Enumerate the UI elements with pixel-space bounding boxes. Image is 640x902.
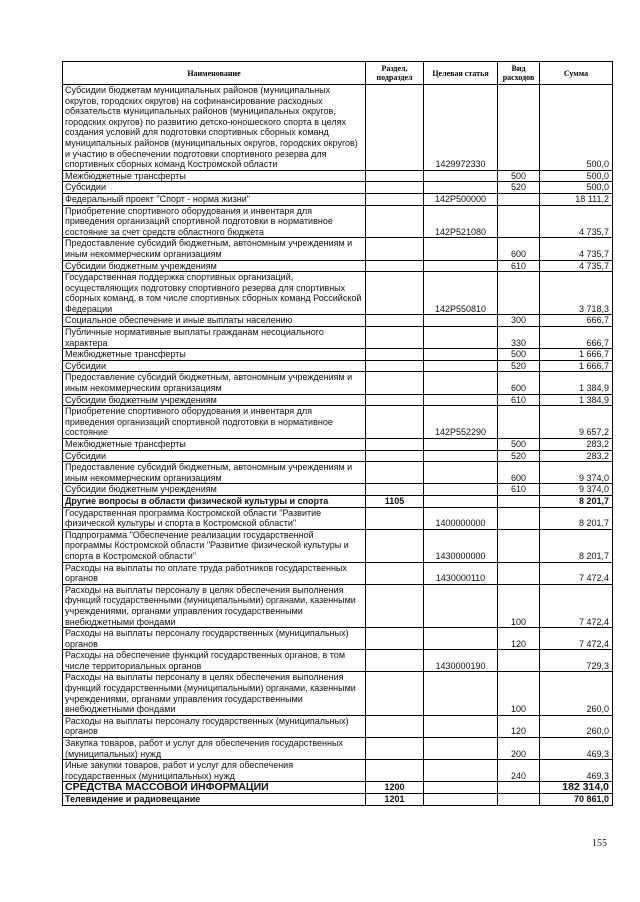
row-section — [366, 372, 424, 394]
table-row — [63, 272, 613, 315]
row-section — [366, 628, 424, 650]
row-sum: 8 201,7 — [540, 495, 613, 507]
row-target: 142P500000 — [424, 193, 498, 205]
row-target — [424, 495, 498, 507]
row-name: Субсидии — [63, 182, 366, 194]
row-sum: 500,0 — [540, 170, 613, 182]
row-sum: 4 735,7 — [540, 238, 613, 260]
row-sum: 469,3 — [540, 738, 613, 760]
row-sum: 3 718,3 — [540, 272, 613, 315]
table-row — [63, 584, 613, 627]
table-row — [63, 372, 613, 394]
row-target — [424, 462, 498, 484]
row-section — [366, 507, 424, 529]
table-row — [63, 170, 613, 182]
row-name: Приобретение спортивного оборудования и инвентаря для приведения организаций спортивной подготовки в нормативное состояние за счет средств областного бюджета — [63, 205, 366, 238]
row-sum: 7 472,4 — [540, 562, 613, 584]
row-name: Предоставление субсидий бюджетным, автономным учреждениям и иным некоммерческим организациям — [63, 462, 366, 484]
table-row — [63, 85, 613, 171]
row-sum: 283,2 — [540, 450, 613, 462]
row-section: 1105 — [366, 495, 424, 507]
row-sum: 260,0 — [540, 672, 613, 715]
row-name: Расходы на выплаты персоналу в целях обеспечения выполнения функций государственными (муниципальными) органами, казенными учреждениями, органами управления государственными внебюджетными фондами — [63, 672, 366, 715]
row-section — [366, 650, 424, 672]
row-sum: 469,3 — [540, 760, 613, 782]
row-type: 300 — [498, 315, 540, 327]
row-name: Иные закупки товаров, работ и услуг для обеспечения государственных (муниципальных) нужд — [63, 760, 366, 782]
row-name: Расходы на выплаты персоналу государственных (муниципальных) органов — [63, 715, 366, 737]
row-section — [366, 562, 424, 584]
row-sum: 4 735,7 — [540, 260, 613, 272]
row-type — [498, 406, 540, 439]
row-sum: 500,0 — [540, 85, 613, 171]
row-sum: 666,7 — [540, 327, 613, 349]
row-type: 520 — [498, 360, 540, 372]
table-row — [63, 193, 613, 205]
row-section — [366, 205, 424, 238]
row-name: Субсидии бюджетным учреждениям — [63, 260, 366, 272]
row-target — [424, 760, 498, 782]
row-name: Публичные нормативные выплаты гражданам несоциального характера — [63, 327, 366, 349]
row-name: СРЕДСТВА МАССОВОЙ ИНФОРМАЦИИ — [63, 782, 366, 794]
table-row — [63, 238, 613, 260]
row-type: 200 — [498, 738, 540, 760]
row-type: 240 — [498, 760, 540, 782]
row-name: Субсидии бюджетным учреждениям — [63, 394, 366, 406]
row-target: 142P550810 — [424, 272, 498, 315]
row-type — [498, 85, 540, 171]
table-row — [63, 260, 613, 272]
row-name: Субсидии — [63, 360, 366, 372]
row-name: Межбюджетные трансферты — [63, 349, 366, 361]
row-section — [366, 672, 424, 715]
row-sum: 500,0 — [540, 182, 613, 194]
row-name: Межбюджетные трансферты — [63, 439, 366, 451]
row-type: 600 — [498, 372, 540, 394]
table-row — [63, 462, 613, 484]
row-type — [498, 562, 540, 584]
row-section — [366, 193, 424, 205]
row-section — [366, 584, 424, 627]
row-name: Подпрограмма "Обеспечение реализации государственной программы Костромской области "Развитие физической культуры и спорта в Костромской области" — [63, 529, 366, 562]
row-sum: 9 374,0 — [540, 484, 613, 496]
row-type: 610 — [498, 260, 540, 272]
row-section — [366, 439, 424, 451]
row-target — [424, 315, 498, 327]
header-sum: Сумма — [540, 62, 613, 85]
row-type: 100 — [498, 584, 540, 627]
row-sum: 9 374,0 — [540, 462, 613, 484]
row-section — [366, 349, 424, 361]
table-row — [63, 794, 613, 806]
row-section — [366, 360, 424, 372]
row-target — [424, 794, 498, 806]
row-target — [424, 170, 498, 182]
row-name: Субсидии бюджетам муниципальных районов (муниципальных округов, городских округов) на софинансирование расходных обязательств муниципальных районов (муниципальных округов, городских округов) по развитию детско-юношеского спорта в целях создания условий для подготовки спортивных сборных команд муниципальных районов (муниципальных округов, городских округов) и участию в обеспечении подготовки спортивного резерва для спортивных сборных команд Костромской области — [63, 85, 366, 171]
row-sum: 1 666,7 — [540, 349, 613, 361]
row-section: 1200 — [366, 782, 424, 794]
header-name: Наименование — [63, 62, 366, 85]
row-type — [498, 507, 540, 529]
row-section — [366, 529, 424, 562]
row-sum: 8 201,7 — [540, 507, 613, 529]
row-sum: 7 472,4 — [540, 584, 613, 627]
table-row — [63, 349, 613, 361]
row-target: 142P552290 — [424, 406, 498, 439]
page-number: 155 — [592, 838, 607, 849]
row-name: Предоставление субсидий бюджетным, автономным учреждениям и иным некоммерческим организациям — [63, 238, 366, 260]
row-target — [424, 715, 498, 737]
budget-table-page — [62, 61, 612, 806]
row-name: Государственная поддержка спортивных организаций, осуществляющих подготовку спортивного резерва для спортивных сборных команд, в том числе спортивных сборных команд Российской Федерации — [63, 272, 366, 315]
row-type: 600 — [498, 238, 540, 260]
row-type: 120 — [498, 628, 540, 650]
row-name: Предоставление субсидий бюджетным, автономным учреждениям и иным некоммерческим организациям — [63, 372, 366, 394]
row-sum: 1 384,9 — [540, 372, 613, 394]
row-type: 610 — [498, 484, 540, 496]
row-name: Расходы на выплаты персоналу в целях обеспечения выполнения функций государственными (муниципальными) органами, казенными учреждениями, органами управления государственными внебюджетными фондами — [63, 584, 366, 627]
table-row — [63, 782, 613, 794]
table-row — [63, 406, 613, 439]
row-type — [498, 794, 540, 806]
row-section — [366, 394, 424, 406]
row-target: 1430000000 — [424, 529, 498, 562]
row-section — [366, 272, 424, 315]
table-row — [63, 484, 613, 496]
table-row — [63, 672, 613, 715]
row-target — [424, 672, 498, 715]
row-sum: 70 861,0 — [540, 794, 613, 806]
row-sum: 729,3 — [540, 650, 613, 672]
row-type: 600 — [498, 462, 540, 484]
row-type — [498, 782, 540, 794]
row-type — [498, 529, 540, 562]
row-type — [498, 205, 540, 238]
row-type: 330 — [498, 327, 540, 349]
row-sum: 4 735,7 — [540, 205, 613, 238]
row-target — [424, 327, 498, 349]
header-type: Вид расходов — [498, 62, 540, 85]
row-name: Расходы на выплаты по оплате труда работников государственных органов — [63, 562, 366, 584]
row-sum: 7 472,4 — [540, 628, 613, 650]
row-target: 1430000110 — [424, 562, 498, 584]
table-row — [63, 327, 613, 349]
header-row — [63, 62, 613, 85]
table-row — [63, 529, 613, 562]
table-row — [63, 628, 613, 650]
table-row — [63, 450, 613, 462]
table-row — [63, 715, 613, 737]
row-name: Межбюджетные трансферты — [63, 170, 366, 182]
row-section — [366, 182, 424, 194]
row-section — [366, 484, 424, 496]
table-row — [63, 507, 613, 529]
row-type: 500 — [498, 349, 540, 361]
row-name: Социальное обеспечение и иные выплаты населению — [63, 315, 366, 327]
row-section — [366, 462, 424, 484]
row-section — [366, 450, 424, 462]
row-section — [366, 260, 424, 272]
row-type — [498, 193, 540, 205]
table-row — [63, 562, 613, 584]
row-sum: 182 314,0 — [540, 782, 613, 794]
table-row — [63, 439, 613, 451]
row-section — [366, 738, 424, 760]
row-sum: 8 201,7 — [540, 529, 613, 562]
row-sum: 260,0 — [540, 715, 613, 737]
row-type: 520 — [498, 450, 540, 462]
table-row — [63, 315, 613, 327]
row-name: Субсидии — [63, 450, 366, 462]
row-sum: 666,7 — [540, 315, 613, 327]
row-section — [366, 406, 424, 439]
row-target: 1430000190 — [424, 650, 498, 672]
row-name: Расходы на выплаты персоналу государственных (муниципальных) органов — [63, 628, 366, 650]
row-target — [424, 260, 498, 272]
row-target — [424, 450, 498, 462]
table-row — [63, 394, 613, 406]
row-target — [424, 394, 498, 406]
table-row — [63, 760, 613, 782]
row-target — [424, 349, 498, 361]
row-type: 610 — [498, 394, 540, 406]
row-section — [366, 238, 424, 260]
row-name: Другие вопросы в области физической культуры и спорта — [63, 495, 366, 507]
row-type — [498, 272, 540, 315]
row-section — [366, 85, 424, 171]
row-name: Федеральный проект "Спорт - норма жизни" — [63, 193, 366, 205]
row-section — [366, 327, 424, 349]
row-name: Телевидение и радиовещание — [63, 794, 366, 806]
header-target: Целевая статья — [424, 62, 498, 85]
row-name: Закупка товаров, работ и услуг для обеспечения государственных (муниципальных) нужд — [63, 738, 366, 760]
row-target — [424, 238, 498, 260]
table-row — [63, 360, 613, 372]
row-type: 500 — [498, 170, 540, 182]
row-target — [424, 484, 498, 496]
table-body — [63, 85, 613, 806]
table-row — [63, 495, 613, 507]
row-target — [424, 439, 498, 451]
row-type: 500 — [498, 439, 540, 451]
row-target — [424, 182, 498, 194]
row-target — [424, 584, 498, 627]
row-sum: 283,2 — [540, 439, 613, 451]
row-name: Расходы на обеспечение функций государственных органов, в том числе территориальных органов — [63, 650, 366, 672]
row-name: Государственная программа Костромской области "Развитие физической культуры и спорта в Костромской области" — [63, 507, 366, 529]
row-type — [498, 495, 540, 507]
budget-table — [62, 61, 613, 806]
row-sum: 1 666,7 — [540, 360, 613, 372]
row-target: 142P521080 — [424, 205, 498, 238]
row-type: 100 — [498, 672, 540, 715]
row-section: 1201 — [366, 794, 424, 806]
row-section — [366, 315, 424, 327]
row-sum: 18 111,2 — [540, 193, 613, 205]
row-type: 120 — [498, 715, 540, 737]
row-target — [424, 738, 498, 760]
row-target: 1429972330 — [424, 85, 498, 171]
row-target — [424, 372, 498, 394]
table-row — [63, 650, 613, 672]
row-name: Субсидии бюджетным учреждениям — [63, 484, 366, 496]
table-row — [63, 738, 613, 760]
table-row — [63, 182, 613, 194]
row-type: 520 — [498, 182, 540, 194]
row-target — [424, 782, 498, 794]
row-sum: 1 384,9 — [540, 394, 613, 406]
row-section — [366, 760, 424, 782]
row-name: Приобретение спортивного оборудования и инвентаря для приведения организаций спортивной подготовки в нормативное состояние — [63, 406, 366, 439]
row-target — [424, 360, 498, 372]
row-sum: 9 657,2 — [540, 406, 613, 439]
row-target: 1400000000 — [424, 507, 498, 529]
header-section: Раздел, подраздел — [366, 62, 424, 85]
row-target — [424, 628, 498, 650]
row-section — [366, 715, 424, 737]
table-row — [63, 205, 613, 238]
row-section — [366, 170, 424, 182]
row-type — [498, 650, 540, 672]
